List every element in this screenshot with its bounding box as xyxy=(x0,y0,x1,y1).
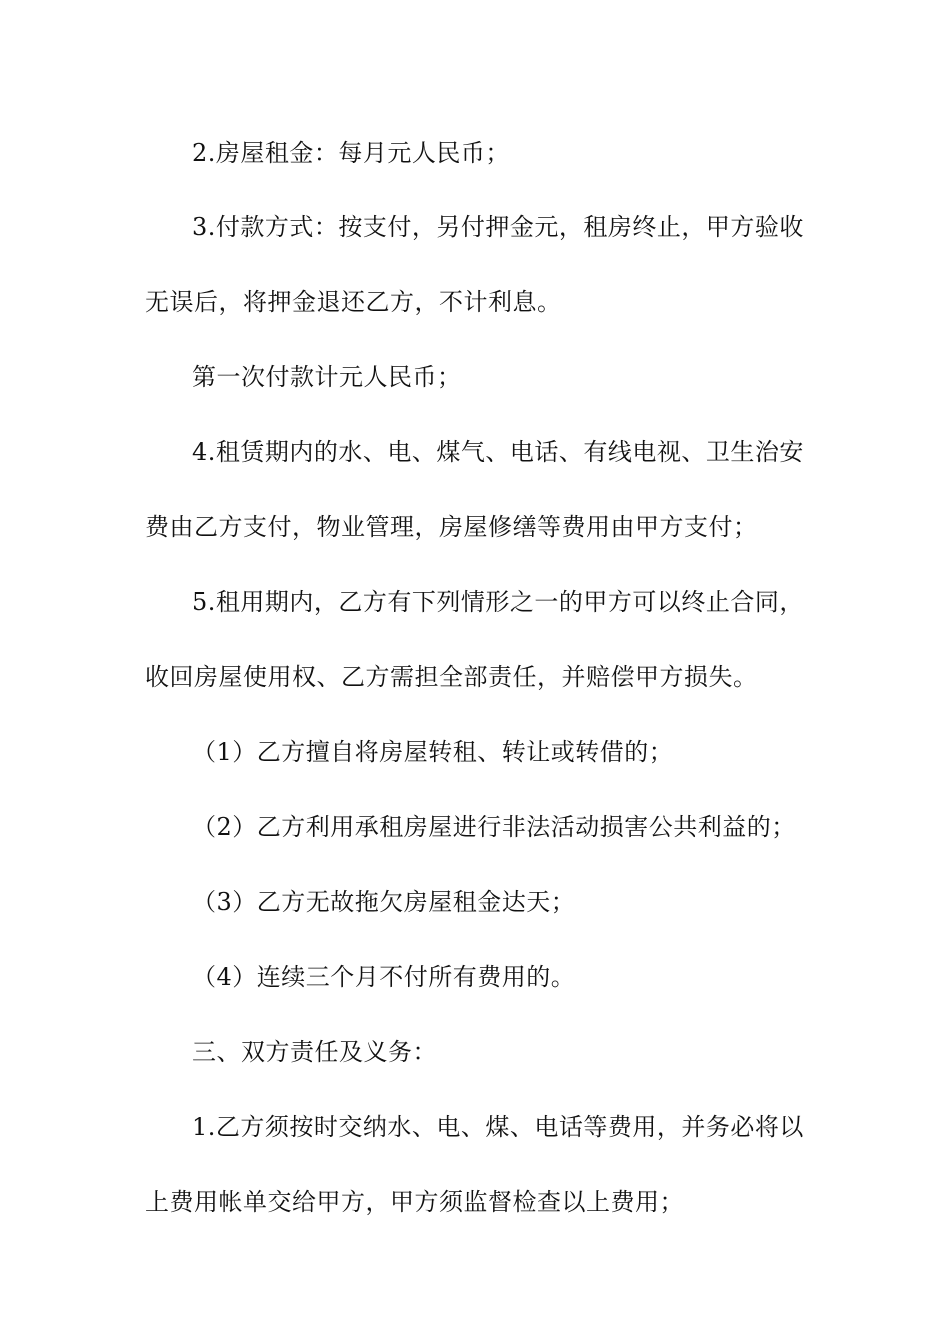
condition-3: （3）乙方无故拖欠房屋租金达天； xyxy=(192,888,576,916)
condition-4: （4）连续三个月不付所有费用的。 xyxy=(192,963,576,991)
duty-1-line-2: 上费用帐单交给甲方，甲方须监督检查以上费用； xyxy=(145,1188,684,1216)
clause-4-utilities-line-1: 4.租赁期内的水、电、煤气、电话、有线电视、卫生治安 xyxy=(192,438,804,466)
clause-4-utilities-line-2: 费由乙方支付，物业管理，房屋修缮等费用由甲方支付； xyxy=(145,513,758,541)
condition-1: （1）乙方擅自将房屋转租、转让或转借的； xyxy=(192,738,674,766)
section-3-heading: 三、双方责任及义务： xyxy=(192,1038,437,1066)
condition-2: （2）乙方利用承租房屋进行非法活动损害公共利益的； xyxy=(192,813,796,841)
clause-2-rent: 2.房屋租金：每月元人民币； xyxy=(192,139,510,167)
clause-3-payment-line-2: 无误后，将押金退还乙方，不计利息。 xyxy=(145,288,562,316)
clause-3-payment-line-1: 3.付款方式：按支付，另付押金元，租房终止，甲方验收 xyxy=(192,213,804,241)
duty-1-line-1: 1.乙方须按时交纳水、电、煤、电话等费用，并务必将以 xyxy=(192,1113,804,1141)
clause-5-termination-line-1: 5.租用期内，乙方有下列情形之一的甲方可以终止合同， xyxy=(192,588,804,616)
first-payment-line: 第一次付款计元人民币； xyxy=(192,363,462,391)
clause-5-termination-line-2: 收回房屋使用权、乙方需担全部责任，并赔偿甲方损失。 xyxy=(145,663,758,691)
